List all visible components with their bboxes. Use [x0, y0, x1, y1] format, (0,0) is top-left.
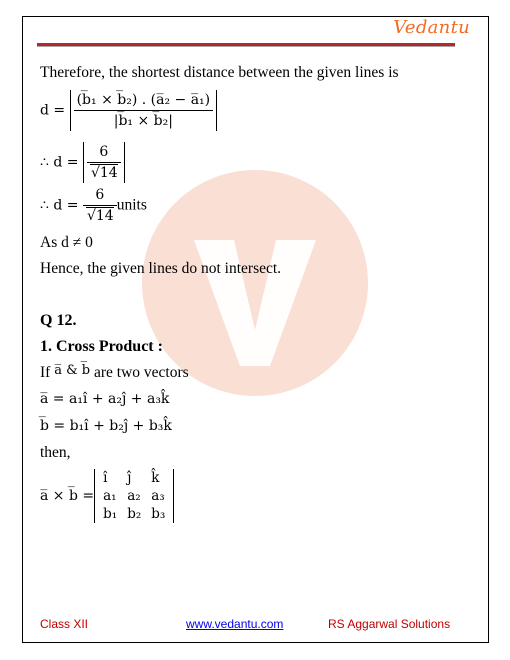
- formula-numerator: (b̅₁ × b̅₂) . (a̅₂ − a̅₁): [74, 92, 214, 111]
- cross-product-determinant: [40, 469, 174, 523]
- if-vectors-line: [40, 364, 189, 382]
- cross-lhs: a̅ × b̅ =: [40, 488, 95, 504]
- six: 6: [87, 144, 121, 163]
- vector-symbols: a̅ & b̅: [54, 363, 91, 378]
- root-14: √14: [86, 208, 114, 224]
- b-vector-def: b̅ = b₁î + b₂ĵ + b₃k̂: [40, 418, 172, 434]
- section-title: 1. Cross Product :: [40, 338, 163, 355]
- det-cell: ĵ: [127, 470, 132, 486]
- det-cell: b₁: [103, 506, 118, 522]
- units-label: units: [116, 196, 147, 214]
- det-cell: k̂: [151, 470, 160, 486]
- footer-class: Class XII: [40, 617, 89, 631]
- det-cell: î: [103, 470, 108, 486]
- therefore-d-units: [40, 187, 147, 224]
- det-cell: b₂: [127, 506, 142, 522]
- footer-book-title: RS Aggarwal Solutions: [328, 617, 451, 631]
- a-vector-def: a̅ = a₁î + a₂ĵ + a₃k̂: [40, 391, 170, 407]
- therefore-d: ∴ d =: [40, 197, 83, 214]
- then-text: then,: [40, 444, 71, 461]
- det-cell: b₃: [151, 506, 166, 522]
- therefore-d-abs: [40, 142, 125, 183]
- det-cell: a₁: [103, 488, 117, 504]
- conclusion-text: Hence, the given lines do not intersect.: [40, 260, 282, 277]
- intro-text: Therefore, the shortest distance between the given lines is: [40, 64, 399, 81]
- two-vectors-text: are two vectors: [90, 364, 189, 381]
- if-text: If: [40, 364, 55, 381]
- header-rule: [37, 43, 455, 47]
- formula-denominator: |b̅₁ × b̅₂|: [113, 113, 173, 129]
- abs-bars: [70, 90, 218, 131]
- det-cell: a₂: [127, 488, 141, 504]
- footer-website-link[interactable]: www.vedantu.com: [186, 617, 284, 631]
- therefore-d: ∴ d =: [40, 154, 83, 171]
- vedantu-watermark-icon: [142, 170, 368, 396]
- as-d-not-zero: As d ≠ 0: [40, 234, 93, 251]
- distance-formula: [40, 90, 217, 131]
- vedantu-logo: Vedantu: [393, 17, 470, 38]
- root-14: √14: [90, 165, 118, 181]
- six: 6: [83, 187, 117, 206]
- determinant: [94, 469, 174, 523]
- d-equals: d =: [40, 102, 70, 119]
- question-label: Q 12.: [40, 312, 77, 329]
- det-cell: a₃: [151, 488, 165, 504]
